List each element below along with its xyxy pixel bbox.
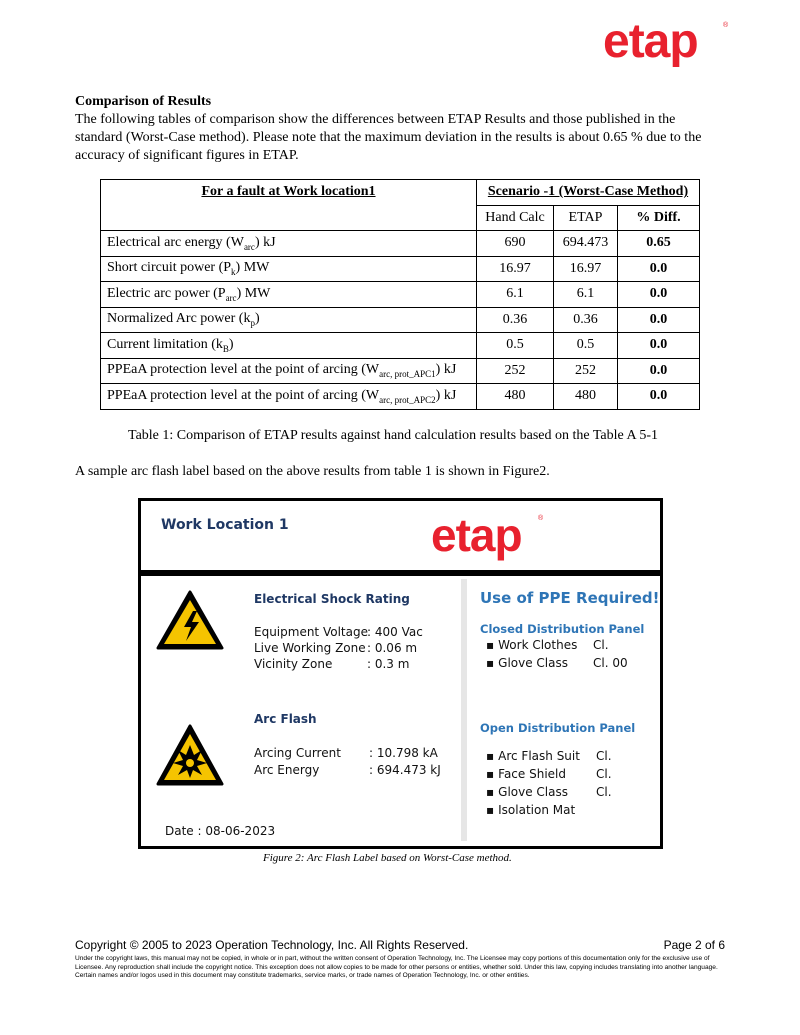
etap-value: 694.473 [554, 231, 618, 257]
sample-text: A sample arc flash label based on the above results from table 1 is shown in Figure2. [75, 464, 550, 479]
arc-flash-heading: Arc Flash [254, 712, 317, 726]
col-etap: ETAP [554, 205, 618, 231]
diff-value: 0.0 [618, 256, 700, 282]
row-label-text: PPEaA protection level at the point of arcing (W [107, 362, 380, 378]
hand-calc-value: 6.1 [477, 282, 554, 308]
row-label [101, 282, 477, 308]
etap-value: 0.36 [554, 307, 618, 333]
scenario-header: Scenario -1 (Worst-Case Method) [477, 180, 700, 206]
row-label-subscript: arc, prot_APC1 [379, 369, 436, 380]
hand-calc-value: 480 [477, 384, 554, 410]
shock-rating-heading: Electrical Shock Rating [254, 592, 410, 606]
etap-value: 16.97 [554, 256, 618, 282]
fault-header: For a fault at Work location1 [101, 180, 477, 231]
copyright-text: Copyright © 2005 to 2023 Operation Technology, Inc. All Rights Reserved. [75, 938, 469, 952]
table-row [101, 333, 700, 359]
page-number: Page 2 of 6 [663, 938, 725, 952]
table-row [101, 358, 700, 384]
table-header-row [101, 180, 700, 206]
table-row [101, 384, 700, 410]
diff-value: 0.0 [618, 307, 700, 333]
open-ppe-class: Cl. [596, 749, 612, 763]
row-label [101, 231, 477, 257]
shock-row-value: : 400 Vac [367, 625, 423, 639]
diff-value: 0.0 [618, 358, 700, 384]
row-label-unit: ) MW [235, 260, 270, 276]
label-divider [141, 570, 660, 576]
arc-row-value: : 10.798 kA [369, 746, 438, 760]
arc-row-value: : 694.473 kJ [369, 763, 441, 777]
row-label-text: PPEaA protection level at the point of arcing (W [107, 387, 380, 403]
row-label-text: Normalized Arc power (k [107, 311, 251, 327]
label-date: Date : 08-06-2023 [165, 824, 276, 838]
hand-calc-value: 690 [477, 231, 554, 257]
etap-value: 480 [554, 384, 618, 410]
diff-value: 0.0 [618, 282, 700, 308]
row-label-unit: ) kJ [435, 362, 457, 378]
table-row [101, 282, 700, 308]
open-ppe-item: ▪ Arc Flash Suit [486, 749, 580, 763]
comparison-table [100, 179, 700, 410]
open-ppe-class: Cl. [596, 767, 612, 781]
row-label-text: Electric arc power (P [107, 285, 226, 301]
hand-calc-value: 16.97 [477, 256, 554, 282]
arc-row-name: Arc Energy [254, 763, 320, 777]
open-ppe-item: ▪ Face Shield [486, 767, 566, 781]
col-diff: % Diff. [618, 205, 700, 231]
closed-ppe-class: Cl. [593, 638, 609, 652]
legal-notice: Under the copyright laws, this manual may not be copied, in whole or in part, without the written consent of Operation Technology, Inc. The Licensee may copy portions of this documentation only for the exclusive use of Licensee. Any reproduction shall include the copyright notice. This exception does not allow copies to be made for other persons or entities, whether sold. Under this law, copying includes translating into another language. Certain names and/or logos used in this document may constitute trademarks, service marks, or trade names of Operation Technology, Inc. or other entities. [75, 955, 718, 980]
row-label-text: Electrical arc energy (W [107, 234, 244, 250]
label-column-divider [461, 579, 467, 841]
row-label-subscript: arc [243, 241, 255, 252]
shock-row-value: : 0.06 m [367, 641, 418, 655]
row-label [101, 256, 477, 282]
intro-paragraph: The following tables of comparison show the differences between ETAP Results and those published in the standard (Worst-Case method). Please note that the maximum deviation in the results is about 0.65 % due to the accuracy of significant figures in ETAP. [75, 112, 702, 163]
arc-row-name: Arcing Current [254, 746, 341, 760]
table-caption: Table 1: Comparison of ETAP results against hand calculation results based on the Table A 5-1 [128, 428, 658, 443]
row-label-subscript: k [231, 267, 236, 278]
diff-value: 0.65 [618, 231, 700, 257]
row-label [101, 307, 477, 333]
closed-panel-heading: Closed Distribution Panel [480, 622, 645, 636]
table-row [101, 307, 700, 333]
row-label-subscript: arc, prot_APC2 [379, 394, 436, 405]
row-label-unit: ) [254, 311, 260, 327]
row-label-text: Short circuit power (P [107, 260, 232, 276]
shock-row-name: Equipment Voltage [254, 625, 368, 639]
row-label-unit: ) kJ [435, 387, 457, 403]
row-label [101, 358, 477, 384]
hand-calc-value: 0.36 [477, 307, 554, 333]
table-row [101, 256, 700, 282]
row-label-subscript: B [222, 343, 229, 354]
open-ppe-item: ▪ Isolation Mat [486, 803, 575, 817]
ppe-required-title: Use of PPE Required! [480, 589, 660, 607]
section-heading: Comparison of Results [75, 94, 212, 109]
arc-flash-label [138, 498, 663, 849]
row-label-text: Current limitation (k [107, 336, 223, 352]
shock-row-name: Live Working Zone [254, 641, 366, 655]
row-label-unit: ) MW [236, 285, 271, 301]
shock-row-name: Vicinity Zone [254, 657, 333, 671]
figure-caption: Figure 2: Arc Flash Label based on Worst-Case method. [263, 852, 512, 864]
hand-calc-value: 0.5 [477, 333, 554, 359]
row-label [101, 384, 477, 410]
open-ppe-item: ▪ Glove Class [486, 785, 568, 799]
row-label-unit: ) [228, 336, 234, 352]
row-label-subscript: p [250, 318, 255, 329]
closed-ppe-class: Cl. 00 [593, 656, 628, 670]
row-label [101, 333, 477, 359]
etap-value: 252 [554, 358, 618, 384]
diff-value: 0.0 [618, 333, 700, 359]
hand-calc-value: 252 [477, 358, 554, 384]
copyright-line [75, 938, 725, 952]
open-panel-heading: Open Distribution Panel [480, 721, 636, 735]
table-row [101, 231, 700, 257]
open-ppe-class: Cl. [596, 785, 612, 799]
arc-flash-warning-icon [155, 723, 225, 787]
label-registered-mark: ® [538, 515, 544, 522]
closed-ppe-item: ▪ Work Clothes [486, 638, 577, 652]
shock-row-value: : 0.3 m [367, 657, 410, 671]
closed-ppe-item: ▪ Glove Class [486, 656, 568, 670]
diff-value: 0.0 [618, 384, 700, 410]
label-title: Work Location 1 [161, 517, 289, 533]
etap-value: 0.5 [554, 333, 618, 359]
etap-value: 6.1 [554, 282, 618, 308]
row-label-subscript: arc [225, 292, 237, 303]
col-hand-calc: Hand Calc [477, 205, 554, 231]
label-etap-logo: etap [431, 509, 522, 561]
electric-shock-warning-icon [155, 589, 225, 651]
registered-mark: ® [723, 22, 729, 29]
row-label-unit: ) kJ [254, 234, 276, 250]
etap-logo: etap [603, 15, 698, 68]
